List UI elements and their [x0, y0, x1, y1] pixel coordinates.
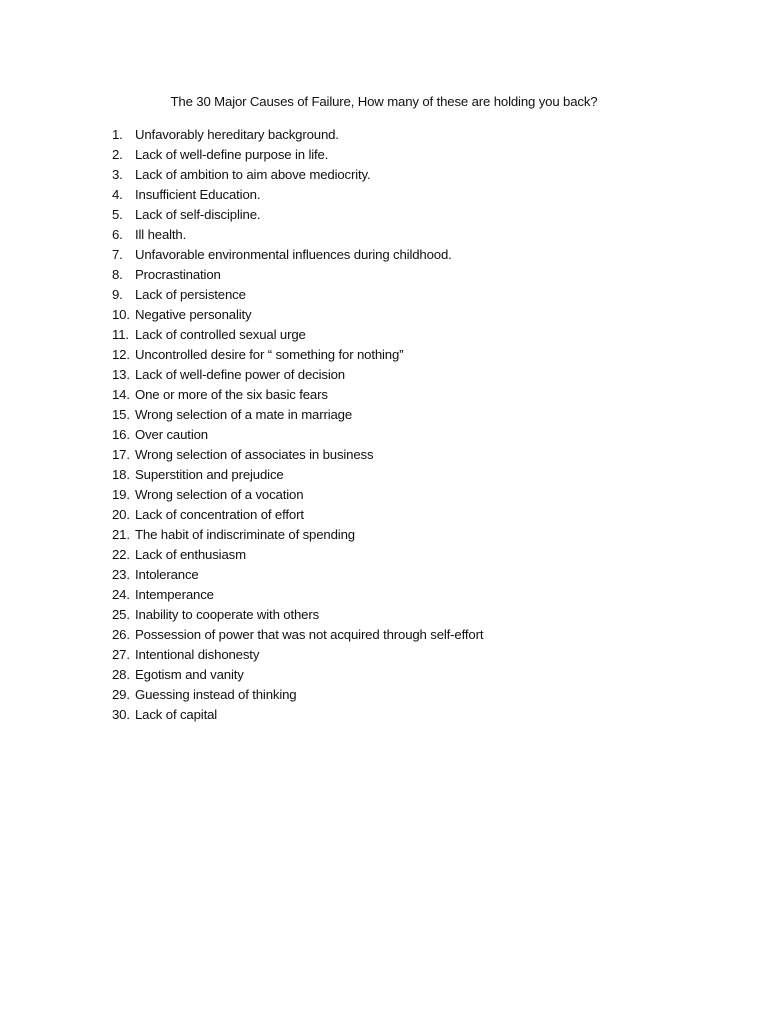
item-text: Uncontrolled desire for “ something for nothing”: [135, 347, 404, 362]
item-number: 20.: [112, 507, 130, 522]
list-item: [112, 185, 483, 205]
list-item: [112, 505, 483, 525]
item-number: 2.: [112, 147, 123, 162]
item-text: Intentional dishonesty: [135, 647, 260, 662]
list-item: [112, 305, 483, 325]
item-text: Guessing instead of thinking: [135, 687, 297, 702]
item-text: Lack of concentration of effort: [135, 507, 304, 522]
item-text: Lack of persistence: [135, 287, 246, 302]
item-number: 18.: [112, 467, 130, 482]
list-item: [112, 665, 483, 685]
item-number: 22.: [112, 547, 130, 562]
item-text: Lack of enthusiasm: [135, 547, 246, 562]
item-number: 12.: [112, 347, 130, 362]
item-number: 15.: [112, 407, 130, 422]
item-text: Unfavorable environmental influences during childhood.: [135, 247, 452, 262]
document-title: The 30 Major Causes of Failure, How many of these are holding you back?: [170, 94, 598, 109]
list-item: [112, 165, 483, 185]
list-item: [112, 545, 483, 565]
list-item: [112, 245, 483, 265]
item-number: 14.: [112, 387, 130, 402]
item-text: The habit of indiscriminate of spending: [135, 527, 355, 542]
item-number: 10.: [112, 307, 130, 322]
item-text: One or more of the six basic fears: [135, 387, 328, 402]
list-item: [112, 645, 483, 665]
list-item: [112, 625, 483, 645]
list-item: [112, 685, 483, 705]
item-number: 21.: [112, 527, 130, 542]
item-number: 6.: [112, 227, 123, 242]
item-number: 13.: [112, 367, 130, 382]
list-item: [112, 385, 483, 405]
item-number: 26.: [112, 627, 130, 642]
list-item: [112, 285, 483, 305]
list-item: [112, 345, 483, 365]
list-item: [112, 425, 483, 445]
item-number: 7.: [112, 247, 123, 262]
item-number: 4.: [112, 187, 123, 202]
item-text: Insufficient Education.: [135, 187, 261, 202]
item-number: 29.: [112, 687, 130, 702]
list-item: [112, 325, 483, 345]
item-number: 8.: [112, 267, 123, 282]
list-item: [112, 565, 483, 585]
item-text: Intolerance: [135, 567, 199, 582]
item-text: Lack of self-discipline.: [135, 207, 261, 222]
item-text: Over caution: [135, 427, 208, 442]
item-number: 3.: [112, 167, 123, 182]
item-text: Lack of well-define power of decision: [135, 367, 345, 382]
list-item: [112, 225, 483, 245]
item-number: 17.: [112, 447, 130, 462]
list-item: [112, 405, 483, 425]
item-text: Intemperance: [135, 587, 214, 602]
item-text: Procrastination: [135, 267, 221, 282]
item-text: Possession of power that was not acquired through self-effort: [135, 627, 484, 642]
item-number: 30.: [112, 707, 130, 722]
list-item: [112, 605, 483, 625]
item-text: Superstition and prejudice: [135, 467, 284, 482]
item-number: 5.: [112, 207, 123, 222]
item-number: 25.: [112, 607, 130, 622]
item-number: 16.: [112, 427, 130, 442]
list-item: [112, 585, 483, 605]
list-item: [112, 205, 483, 225]
item-text: Wrong selection of a mate in marriage: [135, 407, 353, 422]
item-number: 11.: [112, 327, 129, 342]
item-text: Unfavorably hereditary background.: [135, 127, 339, 142]
item-text: Lack of well-define purpose in life.: [135, 147, 329, 162]
item-text: Inability to cooperate with others: [135, 607, 320, 622]
item-text: Wrong selection of associates in business: [135, 447, 374, 462]
item-number: 1.: [112, 127, 123, 142]
item-text: Ill health.: [135, 227, 187, 242]
item-text: Egotism and vanity: [135, 667, 244, 682]
list-item: [112, 465, 483, 485]
list-item: [112, 365, 483, 385]
list-item: [112, 265, 483, 285]
list-item: [112, 705, 483, 725]
item-number: 9.: [112, 287, 123, 302]
item-number: 19.: [112, 487, 130, 502]
list-item: [112, 125, 483, 145]
list-item: [112, 485, 483, 505]
item-text: Wrong selection of a vocation: [135, 487, 304, 502]
item-text: Negative personality: [135, 307, 252, 322]
item-text: Lack of capital: [135, 707, 218, 722]
item-number: 23.: [112, 567, 130, 582]
list-item: [112, 445, 483, 465]
item-number: 27.: [112, 647, 130, 662]
item-number: 24.: [112, 587, 130, 602]
item-text: Lack of controlled sexual urge: [135, 327, 306, 342]
item-text: Lack of ambition to aim above mediocrity.: [135, 167, 371, 182]
item-number: 28.: [112, 667, 130, 682]
list-item: [112, 525, 483, 545]
list-item: [112, 145, 483, 165]
causes-list: [112, 125, 483, 725]
